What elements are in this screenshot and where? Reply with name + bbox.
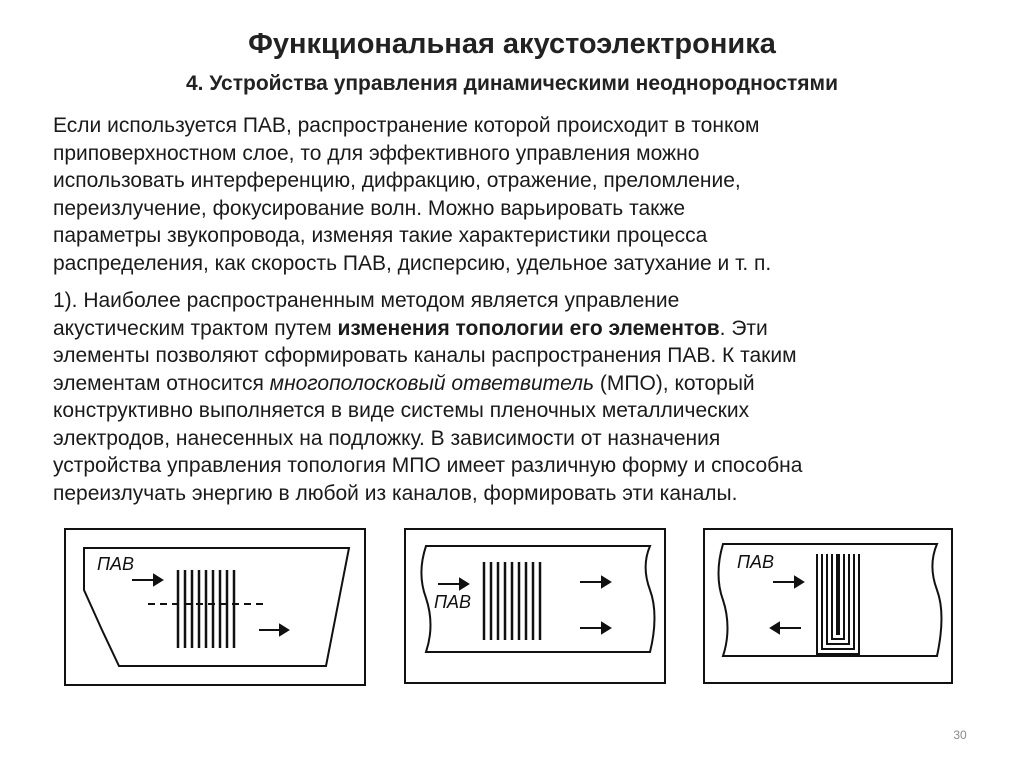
text-run: элементам относится [53,371,270,395]
text-line: Если используется ПАВ, распространение которой происходит в тонком [53,114,760,137]
figure-mpo-splitter [404,528,666,684]
figure-mpo-reflector [703,528,953,684]
text-line: параметры звукопровода, изменяя такие характеристики процесса [53,224,708,247]
text-line: 1). Наиболее распространенным методом является управление [53,289,680,312]
text-line: переизлучать энергию в любой из каналов, формировать эти каналы. [53,481,738,505]
text-line: переизлучение, фокусирование волн. Можно варьировать также [53,196,686,220]
italic-term: многополосковый ответвитель [269,371,595,395]
pav-label: ПАВ [97,554,135,574]
text-line: приповерхностном слое, то для эффективного управления можно [53,141,700,165]
pav-label: ПАВ [434,592,472,612]
text-line: конструктивно выполняется в виде системы пленочных металлических [53,399,750,422]
text-line: распределения, как скорость ПАВ, дисперсию, удельное затухание и т. п. [53,251,772,275]
text-run: акустическим трактом путем [53,316,338,340]
text-run: (МПО), который [594,371,755,395]
text-line: электродов, нанесенных на подложку. В зависимости от назначения [53,426,721,450]
text-run: . Эти [719,316,768,340]
paragraph-intro [53,112,1013,277]
page-number: 30 [953,728,967,742]
text-line: устройства управления топология МПО имеет различную форму и способна [53,454,803,477]
figure-frame [65,529,365,685]
figure-mpo-slanted [64,528,366,686]
pav-label: ПАВ [737,552,775,572]
slide-title: Функциональная акустоэлектроника [248,28,776,60]
slide-subtitle: 4. Устройства управления динамическими неоднородностями [185,72,839,95]
bold-emphasis: изменения топологии его элементов [337,316,720,340]
text-line [53,370,1013,398]
text-line: элементы позволяют сформировать каналы распространения ПАВ. К таким [53,344,797,367]
text-line [53,315,1013,343]
paragraph-method [53,287,1013,507]
text-line: использовать интерференцию, дифракцию, отражение, преломление, [53,169,741,192]
